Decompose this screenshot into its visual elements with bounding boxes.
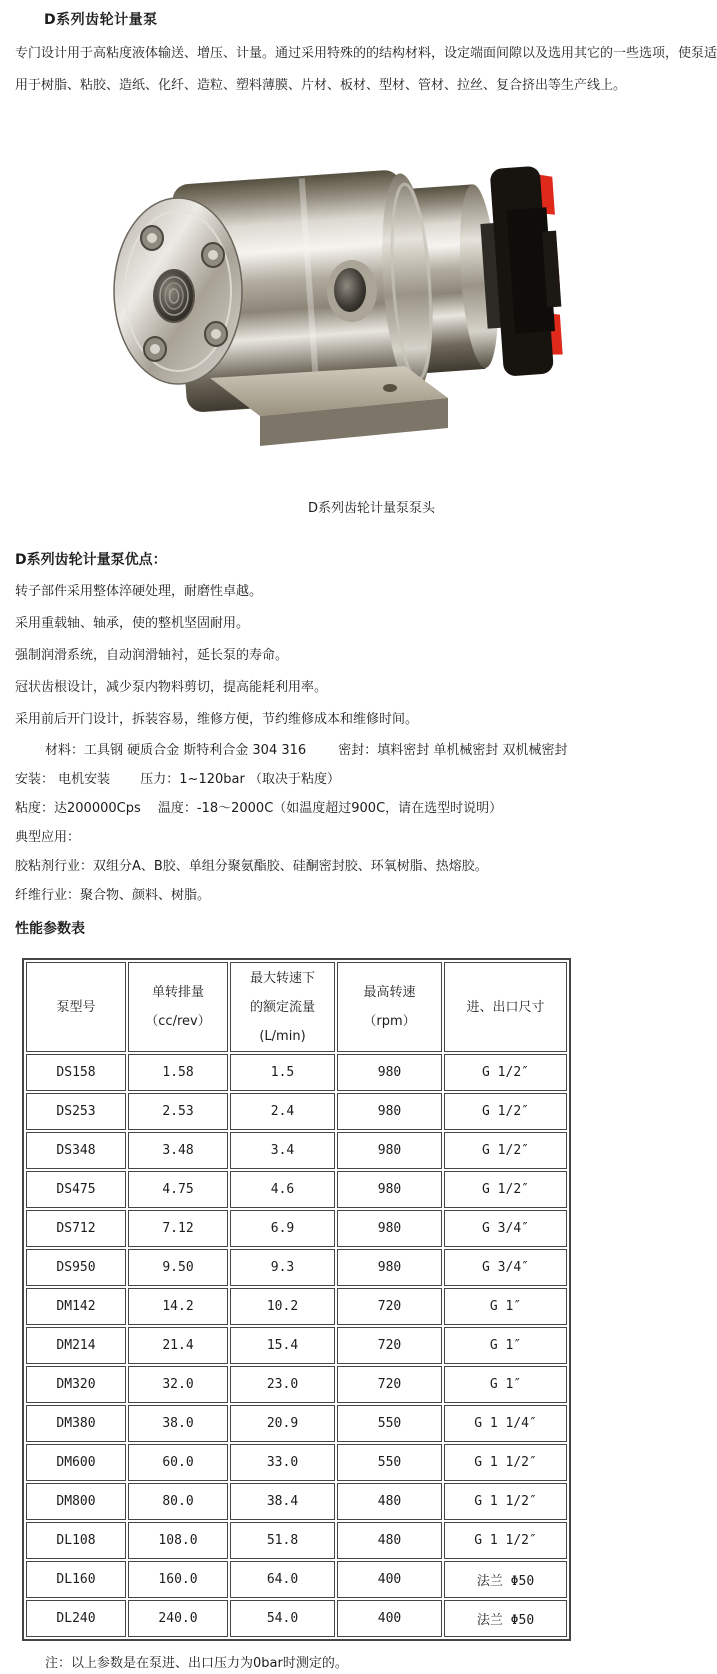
table-cell-displacement: 160.0	[128, 1561, 228, 1598]
table-cell-flow: 54.0	[230, 1600, 335, 1637]
table-cell-port: G 1/2″	[444, 1132, 567, 1169]
table-cell-port: G 1″	[444, 1327, 567, 1364]
table-row	[26, 1288, 567, 1325]
table-row	[26, 1522, 567, 1559]
table-cell-flow: 15.4	[230, 1327, 335, 1364]
advantage-item: 采用重载轴、轴承，使的整机坚固耐用。	[15, 616, 250, 631]
table-cell-port: G 1 1/2″	[444, 1483, 567, 1520]
table-cell-displacement: 32.0	[128, 1366, 228, 1403]
table-cell-rpm: 980	[337, 1132, 442, 1169]
table-cell-port: G 1″	[444, 1288, 567, 1325]
advantage-item: 转子部件采用整体淬硬处理，耐磨性卓越。	[15, 584, 263, 599]
table-cell-model: DS253	[26, 1093, 126, 1130]
table-cell-flow: 6.9	[230, 1210, 335, 1247]
table-cell-rpm: 400	[337, 1600, 442, 1637]
table-cell-displacement: 60.0	[128, 1444, 228, 1481]
table-cell-model: DM800	[26, 1483, 126, 1520]
table-row	[26, 1483, 567, 1520]
table-cell-rpm: 480	[337, 1483, 442, 1520]
spec-temperature: 温度：-18～2000C（如温度超过900C，请在选型时说明）	[157, 801, 503, 816]
table-row	[26, 1366, 567, 1403]
table-cell-displacement: 7.12	[128, 1210, 228, 1247]
table-cell-flow: 23.0	[230, 1366, 335, 1403]
table-cell-rpm: 400	[337, 1561, 442, 1598]
table-cell-model: DL108	[26, 1522, 126, 1559]
table-cell-flow: 51.8	[230, 1522, 335, 1559]
table-row	[26, 1405, 567, 1442]
table-cell-port: G 1 1/4″	[444, 1405, 567, 1442]
table-cell-flow: 64.0	[230, 1561, 335, 1598]
table-cell-port: 法兰 Φ50	[444, 1600, 567, 1637]
table-cell-displacement: 240.0	[128, 1600, 228, 1637]
table-cell-model: DS348	[26, 1132, 126, 1169]
table-heading: 性能参数表	[15, 921, 85, 937]
table-cell-model: DM600	[26, 1444, 126, 1481]
table-cell-model: DM380	[26, 1405, 126, 1442]
spec-viscosity-temperature	[15, 794, 683, 823]
table-cell-port: G 1 1/2″	[444, 1522, 567, 1559]
table-row	[26, 1132, 567, 1169]
table-header-cell: 单转排量 （cc/rev）	[128, 962, 228, 1052]
table-cell-rpm: 980	[337, 1210, 442, 1247]
table-cell-model: DM320	[26, 1366, 126, 1403]
table-cell-flow: 10.2	[230, 1288, 335, 1325]
advantages-heading: D系列齿轮计量泵优点：	[15, 552, 167, 568]
table-cell-rpm: 980	[337, 1171, 442, 1208]
table-cell-flow: 9.3	[230, 1249, 335, 1286]
table-cell-displacement: 4.75	[128, 1171, 228, 1208]
table-row	[26, 1600, 567, 1637]
table-cell-rpm: 550	[337, 1405, 442, 1442]
application-adhesive: 胶粘剂行业：双组分A、B胶、单组分聚氨酯胶、硅酮密封胶、环氧树脂、热熔胶。	[15, 859, 488, 874]
intro-line-1: 专门设计用于高粘度液体输送、增压、计量。通过采用特殊的的结构材料，设定端面间隙以及选用其它的一些选项，使泵适	[15, 46, 717, 61]
advantage-item: 强制润滑系统，自动润滑轴衬，延长泵的寿命。	[15, 648, 289, 663]
table-cell-rpm: 980	[337, 1054, 442, 1091]
table-cell-rpm: 550	[337, 1444, 442, 1481]
table-cell-flow: 2.4	[230, 1093, 335, 1130]
table-cell-displacement: 80.0	[128, 1483, 228, 1520]
table-header-cell: 进、出口尺寸	[444, 962, 567, 1052]
spec-material: 材料：工具钢 硬质合金 斯特利合金 304 316	[45, 743, 307, 758]
table-cell-model: DS475	[26, 1171, 126, 1208]
table-cell-flow: 38.4	[230, 1483, 335, 1520]
table-row	[26, 1093, 567, 1130]
table-cell-port: G 1/2″	[444, 1054, 567, 1091]
table-cell-displacement: 108.0	[128, 1522, 228, 1559]
photo-caption: D系列齿轮计量泵泵头	[307, 501, 435, 516]
table-cell-model: DL160	[26, 1561, 126, 1598]
table-cell-rpm: 980	[337, 1093, 442, 1130]
table-cell-flow: 33.0	[230, 1444, 335, 1481]
table-row	[26, 1171, 567, 1208]
table-cell-displacement: 38.0	[128, 1405, 228, 1442]
table-row	[26, 1210, 567, 1247]
table-cell-model: DM214	[26, 1327, 126, 1364]
table-cell-port: G 3/4″	[444, 1249, 567, 1286]
table-cell-rpm: 980	[337, 1249, 442, 1286]
table-cell-model: DM142	[26, 1288, 126, 1325]
table-cell-flow: 1.5	[230, 1054, 335, 1091]
table-cell-port: G 1 1/2″	[444, 1444, 567, 1481]
advantage-item: 冠状齿根设计，减少泵内物料剪切，提高能耗利用率。	[15, 680, 328, 695]
table-cell-model: DL240	[26, 1600, 126, 1637]
spec-install-pressure	[15, 765, 683, 794]
table-row	[26, 1444, 567, 1481]
performance-table	[22, 958, 571, 1641]
spec-install: 安装： 电机安装	[15, 772, 111, 787]
table-cell-displacement: 21.4	[128, 1327, 228, 1364]
product-photo	[0, 126, 691, 456]
table-cell-displacement: 9.50	[128, 1249, 228, 1286]
table-cell-port: G 1/2″	[444, 1171, 567, 1208]
table-row	[26, 1054, 567, 1091]
table-header-cell: 最大转速下 的额定流量 (L/min)	[230, 962, 335, 1052]
table-header-cell: 最高转速 （rpm）	[337, 962, 442, 1052]
table-header-cell: 泵型号	[26, 962, 126, 1052]
applications-heading: 典型应用：	[15, 830, 81, 845]
table-row	[26, 1249, 567, 1286]
advantage-item: 采用前后开门设计，拆装容易，维修方便，节约维修成本和维修时间。	[15, 712, 419, 727]
table-body	[26, 1054, 567, 1637]
table-cell-flow: 4.6	[230, 1171, 335, 1208]
table-header-row	[26, 962, 567, 1052]
table-header-row	[26, 962, 567, 1052]
spec-viscosity: 粘度：达200000Cps	[15, 801, 141, 816]
spec-pressure: 压力：1~120bar （取决于粘度）	[140, 772, 340, 787]
table-cell-model: DS158	[26, 1054, 126, 1091]
spec-seal: 密封：填料密封 单机械密封 双机械密封	[338, 743, 568, 758]
table-cell-port: 法兰 Φ50	[444, 1561, 567, 1598]
table-cell-displacement: 2.53	[128, 1093, 228, 1130]
table-cell-rpm: 480	[337, 1522, 442, 1559]
gear-pump-illustration	[60, 126, 560, 456]
table-cell-flow: 3.4	[230, 1132, 335, 1169]
spec-material-seal	[15, 736, 683, 765]
application-fiber: 纤维行业：聚合物、颜料、树脂。	[15, 888, 211, 903]
table-row	[26, 1561, 567, 1598]
table-cell-rpm: 720	[337, 1327, 442, 1364]
page-title: D系列齿轮计量泵	[44, 12, 158, 28]
table-cell-flow: 20.9	[230, 1405, 335, 1442]
table-cell-port: G 1″	[444, 1366, 567, 1403]
table-cell-displacement: 1.58	[128, 1054, 228, 1091]
table-cell-rpm: 720	[337, 1366, 442, 1403]
table-cell-rpm: 720	[337, 1288, 442, 1325]
table-cell-displacement: 3.48	[128, 1132, 228, 1169]
table-cell-model: DS950	[26, 1249, 126, 1286]
table-cell-model: DS712	[26, 1210, 126, 1247]
table-cell-port: G 1/2″	[444, 1093, 567, 1130]
table-cell-port: G 3/4″	[444, 1210, 567, 1247]
table-cell-displacement: 14.2	[128, 1288, 228, 1325]
table-note: 注：以上参数是在泵进、出口压力为0bar时测定的。	[45, 1656, 348, 1671]
intro-line-2: 用于树脂、粘胶、造纸、化纤、造粒、塑料薄膜、片材、板材、型材、管材、拉丝、复合挤出等生产线上。	[15, 78, 627, 93]
intro-paragraph	[15, 38, 717, 102]
table-row	[26, 1327, 567, 1364]
